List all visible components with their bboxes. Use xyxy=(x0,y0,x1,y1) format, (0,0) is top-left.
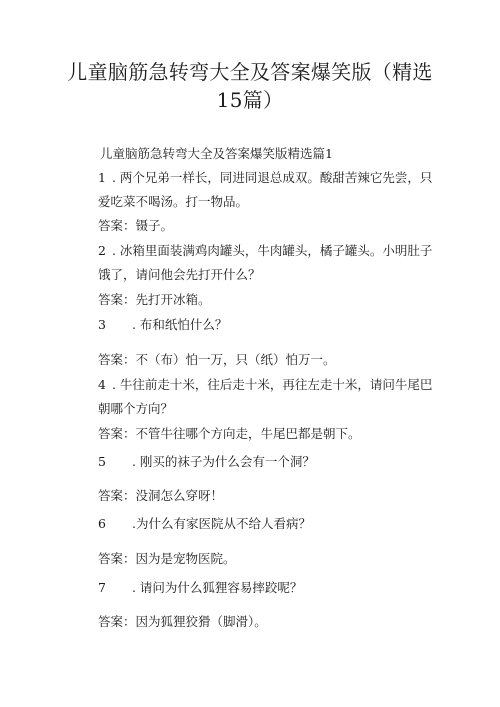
question-7 xyxy=(98,576,438,600)
question-text: . 牛往前走十米，往后走十米，再往左走十米，请问牛尾巴朝哪个方向？ xyxy=(98,377,433,416)
answer-3: 答案：不（布）怕一万，只（纸）怕万一。 xyxy=(98,352,336,367)
answer-5: 答案：没洞怎么穿呀！ xyxy=(98,488,224,503)
question-text: . 布和纸怕什么？ xyxy=(131,317,228,332)
question-5 xyxy=(98,450,438,474)
question-text: . 两个兄弟一样长，同进同退总成双。酸甜苦辣它先尝，只爱吃菜不喝汤。打一物品。 xyxy=(98,170,433,209)
answer-4: 答案：不管牛往哪个方向走，牛尾巴都是朝下。 xyxy=(98,426,361,441)
question-4 xyxy=(98,373,438,421)
question-number: 5 xyxy=(98,454,106,469)
question-number: 4 xyxy=(98,377,106,392)
question-number: 6 xyxy=(98,516,106,531)
document-title: 儿童脑筋急转弯大全及答案爆笑版（精选15篇） xyxy=(67,60,433,112)
answer-2: 答案：先打开冰箱。 xyxy=(98,292,211,307)
answer-7: 答案：因为狐狸狡猾（脚滑）。 xyxy=(98,614,267,629)
question-number: 3 xyxy=(98,317,106,332)
question-6 xyxy=(98,512,438,536)
question-text: . 请问为什么狐狸容易摔跤呢？ xyxy=(131,580,303,595)
question-3 xyxy=(98,313,438,337)
answer-1: 答案：镊子。 xyxy=(98,218,174,233)
question-2 xyxy=(98,239,438,287)
question-1 xyxy=(98,166,438,214)
question-text: .为什么有家医院从不给人看病？ xyxy=(131,516,311,531)
question-number: 2 xyxy=(98,243,106,258)
question-text: . 刚买的袜子为什么会有一个洞？ xyxy=(131,454,315,469)
section-heading: 儿童脑筋急转弯大全及答案爆笑版精选篇1 xyxy=(100,146,333,161)
question-number: 7 xyxy=(98,580,106,595)
question-number: 1 xyxy=(98,170,106,185)
question-text: . 冰箱里面装满鸡肉罐头，牛肉罐头，橘子罐头。小明肚子饿了，请问他会先打开什么？ xyxy=(98,243,433,282)
answer-6: 答案：因为是宠物医院。 xyxy=(98,551,236,566)
